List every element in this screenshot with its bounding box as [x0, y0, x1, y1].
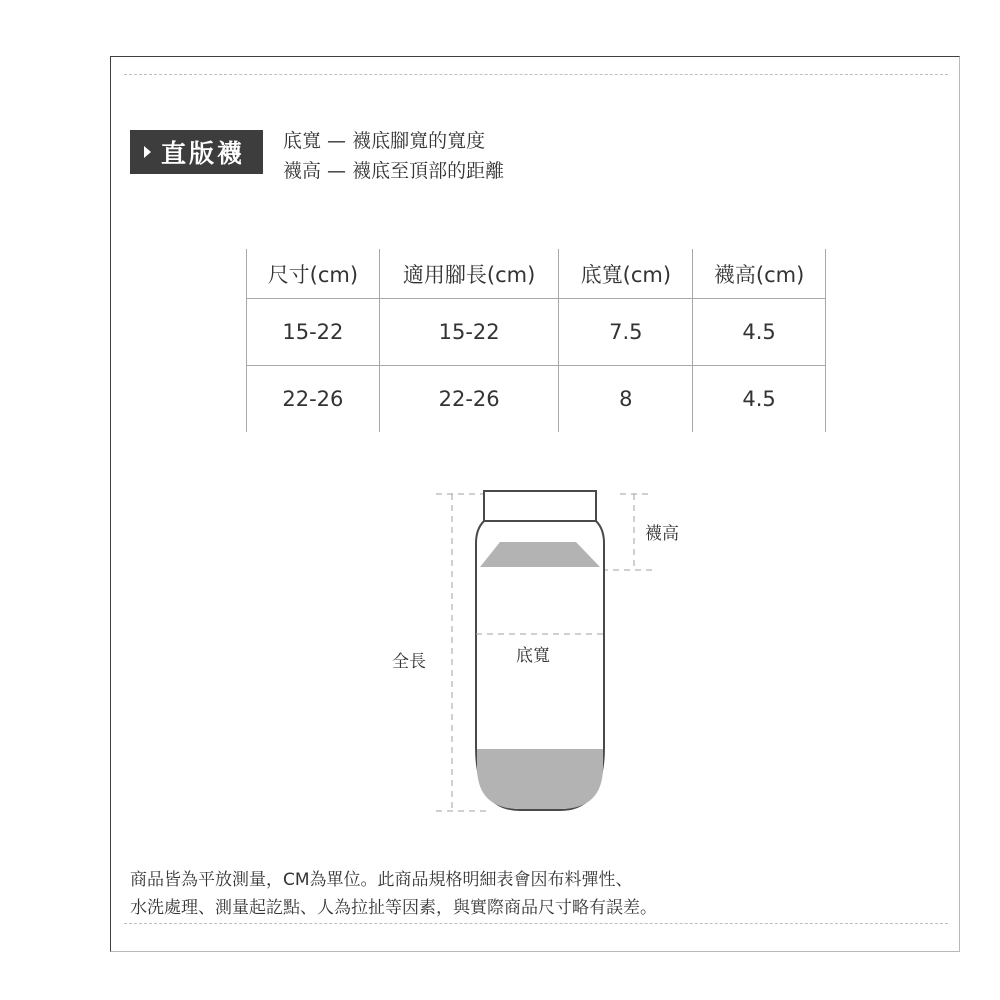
bottom-divider: [124, 923, 948, 924]
table-cell: 22-26: [379, 366, 559, 433]
header-width: 底寬(cm): [559, 249, 693, 299]
table-row: [247, 299, 826, 366]
definition-height: 襪高 — 襪底至頂部的距離: [283, 160, 505, 182]
header-foot-length: 適用腳長(cm): [379, 249, 559, 299]
definitions: [283, 126, 504, 186]
sock-cuff: [484, 491, 596, 521]
table-cell: 15-22: [379, 299, 559, 366]
measurement-footnote: [130, 866, 657, 922]
definition-width: 底寬 — 襪底腳寬的寬度: [283, 130, 486, 152]
sock-type-label: 直版襪: [161, 139, 246, 168]
footnote-line: 商品皆為平放測量，CM為單位。此商品規格明細表會因布料彈性、: [130, 870, 633, 890]
footnote-line: 水洗處理、測量起訖點、人為拉扯等因素，與實際商品尺寸略有誤差。: [130, 898, 657, 918]
table-cell: 8: [559, 366, 693, 433]
table-header-row: [247, 249, 826, 299]
header-height: 襪高(cm): [693, 249, 826, 299]
width-label: 底寬: [516, 646, 550, 666]
table-cell: 22-26: [247, 366, 380, 433]
triangle-icon: [144, 146, 151, 158]
header-size: 尺寸(cm): [247, 249, 380, 299]
height-label: 襪高: [645, 524, 679, 544]
sock-toe: [477, 749, 603, 809]
top-divider: [124, 74, 948, 75]
table-cell: 4.5: [693, 366, 826, 433]
sock-diagram: [380, 485, 700, 825]
table-cell: 7.5: [559, 299, 693, 366]
length-label: 全長: [392, 652, 426, 672]
size-table: [246, 249, 826, 432]
sock-type-badge: [130, 130, 263, 174]
table-cell: 4.5: [693, 299, 826, 366]
table-row: [247, 366, 826, 433]
table-cell: 15-22: [247, 299, 380, 366]
